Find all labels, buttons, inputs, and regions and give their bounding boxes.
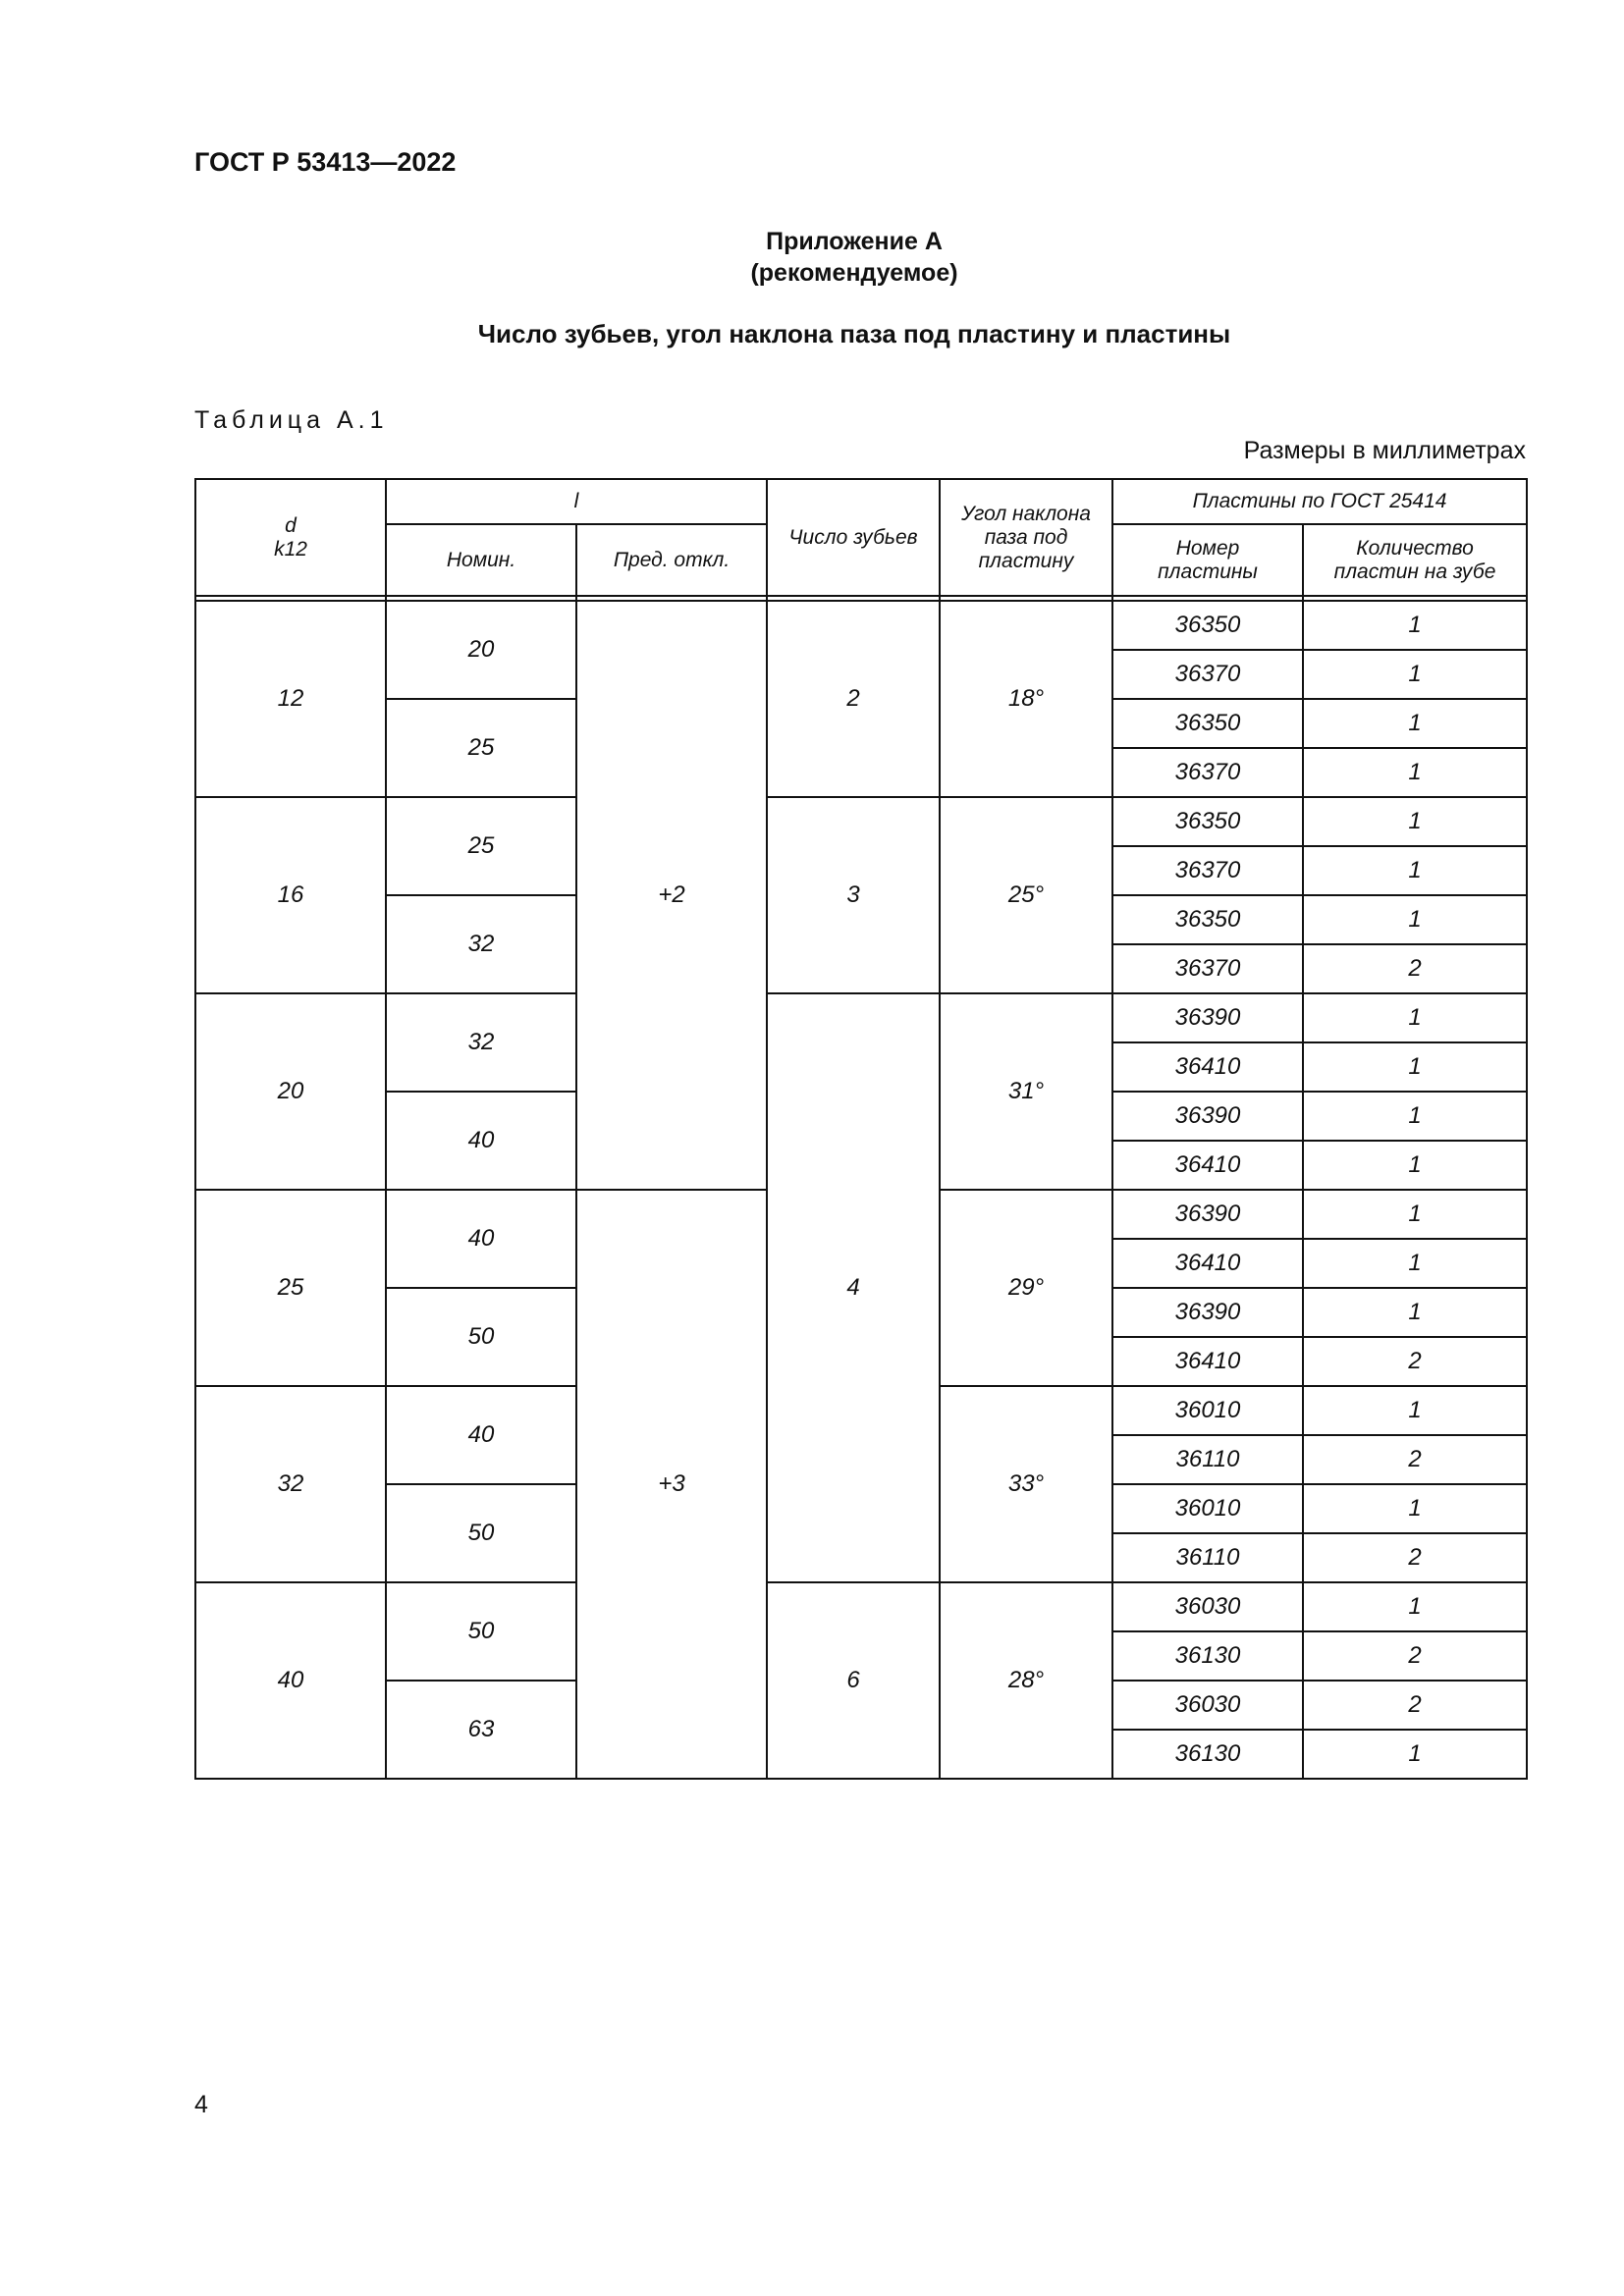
cell-plate-qty: 1 <box>1303 1239 1527 1288</box>
header-plate-qty-line1: Количество <box>1356 536 1474 560</box>
cell-plate-number: 36350 <box>1112 601 1303 650</box>
cell-plate-number: 36030 <box>1112 1681 1303 1730</box>
cell-plate-qty: 2 <box>1303 1681 1527 1730</box>
cell-plate-qty: 2 <box>1303 1435 1527 1484</box>
cell-plate-number: 36110 <box>1112 1533 1303 1582</box>
cell-l-nominal: 50 <box>386 1288 576 1386</box>
header-d <box>195 479 386 596</box>
cell-d: 16 <box>195 797 386 993</box>
header-angle-line1: Угол наклона <box>961 502 1091 525</box>
cell-tolerance: +3 <box>576 1190 767 1779</box>
cell-angle: 33° <box>940 1386 1112 1582</box>
cell-d: 40 <box>195 1582 386 1779</box>
header-d-line1: d <box>285 513 297 537</box>
cell-plate-qty: 1 <box>1303 797 1527 846</box>
cell-plate-qty: 1 <box>1303 650 1527 699</box>
cell-l-nominal: 25 <box>386 699 576 797</box>
cell-plate-number: 36410 <box>1112 1337 1303 1386</box>
cell-d: 12 <box>195 601 386 797</box>
header-plate-number <box>1112 524 1303 596</box>
cell-plate-qty: 1 <box>1303 1042 1527 1092</box>
header-nominal: Номин. <box>386 524 576 596</box>
cell-plate-number: 36350 <box>1112 895 1303 944</box>
cell-plate-number: 36110 <box>1112 1435 1303 1484</box>
page-number: 4 <box>194 2091 208 2118</box>
cell-plate-qty: 1 <box>1303 1582 1527 1631</box>
header-plate-qty-line2: пластин на зубе <box>1333 560 1496 583</box>
cell-plate-number: 36130 <box>1112 1730 1303 1779</box>
header-plates: Пластины по ГОСТ 25414 <box>1112 479 1527 524</box>
cell-teeth: 2 <box>767 601 940 797</box>
cell-plate-qty: 1 <box>1303 895 1527 944</box>
cell-l-nominal: 50 <box>386 1484 576 1582</box>
document-code: ГОСТ Р 53413—2022 <box>194 147 457 177</box>
annex-status: (рекомендуемое) <box>750 259 958 287</box>
header-angle-line2: паза под <box>984 525 1068 549</box>
cell-l-nominal: 40 <box>386 1190 576 1288</box>
cell-plate-number: 36350 <box>1112 797 1303 846</box>
annex-block <box>0 226 1624 289</box>
cell-plate-qty: 1 <box>1303 748 1527 797</box>
cell-angle: 29° <box>940 1190 1112 1386</box>
cell-plate-qty: 1 <box>1303 1288 1527 1337</box>
cell-plate-qty: 1 <box>1303 1092 1527 1141</box>
data-table <box>194 478 1528 1780</box>
cell-plate-qty: 1 <box>1303 1484 1527 1533</box>
cell-angle: 28° <box>940 1582 1112 1779</box>
cell-plate-qty: 1 <box>1303 601 1527 650</box>
header-angle <box>940 479 1112 596</box>
cell-plate-number: 36130 <box>1112 1631 1303 1681</box>
cell-plate-number: 36350 <box>1112 699 1303 748</box>
cell-plate-number: 36390 <box>1112 1190 1303 1239</box>
cell-plate-number: 36410 <box>1112 1042 1303 1092</box>
cell-l-nominal: 63 <box>386 1681 576 1779</box>
cell-plate-number: 36390 <box>1112 1288 1303 1337</box>
cell-plate-number: 36370 <box>1112 748 1303 797</box>
cell-l-nominal: 25 <box>386 797 576 895</box>
cell-plate-qty: 2 <box>1303 1337 1527 1386</box>
cell-plate-qty: 1 <box>1303 993 1527 1042</box>
cell-plate-number: 36030 <box>1112 1582 1303 1631</box>
cell-plate-qty: 1 <box>1303 699 1527 748</box>
cell-plate-number: 36410 <box>1112 1239 1303 1288</box>
cell-d: 20 <box>195 993 386 1190</box>
cell-plate-number: 36010 <box>1112 1386 1303 1435</box>
cell-plate-number: 36390 <box>1112 1092 1303 1141</box>
cell-angle: 18° <box>940 601 1112 797</box>
cell-tolerance: +2 <box>576 601 767 1190</box>
cell-plate-qty: 2 <box>1303 944 1527 993</box>
cell-plate-number: 36410 <box>1112 1141 1303 1190</box>
cell-plate-qty: 1 <box>1303 1190 1527 1239</box>
cell-plate-number: 36390 <box>1112 993 1303 1042</box>
cell-l-nominal: 20 <box>386 601 576 699</box>
annex-title: Приложение А <box>766 228 943 255</box>
cell-plate-qty: 2 <box>1303 1631 1527 1681</box>
cell-teeth: 3 <box>767 797 940 993</box>
table-caption: Таблица А.1 <box>194 406 389 434</box>
cell-plate-qty: 2 <box>1303 1533 1527 1582</box>
header-plate-number-line1: Номер <box>1175 536 1240 560</box>
cell-l-nominal: 40 <box>386 1092 576 1190</box>
cell-teeth: 6 <box>767 1582 940 1779</box>
header-d-line2: k12 <box>274 537 307 561</box>
header-tolerance: Пред. откл. <box>576 524 767 596</box>
cell-l-nominal: 32 <box>386 895 576 993</box>
cell-l-nominal: 32 <box>386 993 576 1092</box>
cell-angle: 25° <box>940 797 1112 993</box>
cell-l-nominal: 40 <box>386 1386 576 1484</box>
cell-plate-qty: 1 <box>1303 1386 1527 1435</box>
annex-heading: Число зубьев, угол наклона паза под пластину и пластины <box>477 319 1231 348</box>
cell-d: 25 <box>195 1190 386 1386</box>
header-plate-number-line2: пластины <box>1158 560 1258 583</box>
cell-angle: 31° <box>940 993 1112 1190</box>
cell-plate-qty: 1 <box>1303 1141 1527 1190</box>
cell-l-nominal: 50 <box>386 1582 576 1681</box>
cell-plate-qty: 1 <box>1303 846 1527 895</box>
header-angle-line3: пластину <box>978 549 1074 572</box>
header-l: l <box>386 479 767 524</box>
cell-plate-qty: 1 <box>1303 1730 1527 1779</box>
cell-plate-number: 36010 <box>1112 1484 1303 1533</box>
header-teeth: Число зубьев <box>767 479 940 596</box>
cell-d: 32 <box>195 1386 386 1582</box>
cell-teeth: 4 <box>767 993 940 1582</box>
cell-plate-number: 36370 <box>1112 650 1303 699</box>
cell-plate-number: 36370 <box>1112 846 1303 895</box>
units-note: Размеры в миллиметрах <box>1243 437 1526 464</box>
cell-plate-number: 36370 <box>1112 944 1303 993</box>
header-plate-qty <box>1303 524 1527 596</box>
